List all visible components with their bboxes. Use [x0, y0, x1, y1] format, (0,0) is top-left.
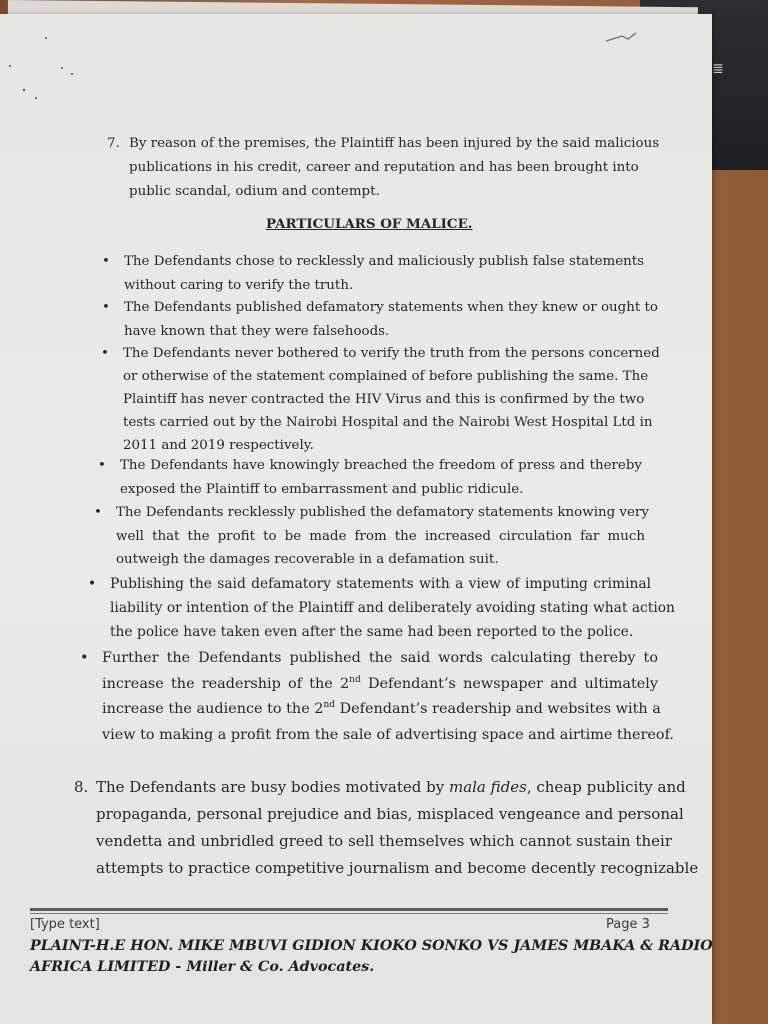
bullet-line: The Defendants recklessly published the defamatory statements knowing very [116, 505, 649, 520]
bullet-line: 2011 and 2019 respectively. [123, 438, 314, 453]
bullet-line: The Defendants never bothered to verify the truth from the persons concerned [123, 346, 660, 361]
footer-title-line: PLAINT-H.E HON. MIKE MBUVI GIDION KIOKO SONKO VS JAMES MBAKA & RADIO [30, 938, 713, 954]
bullet-item [102, 296, 658, 343]
bullet-dot-icon: • [102, 300, 110, 315]
footer-page-number: Page 3 [606, 917, 650, 932]
bullet-item [88, 572, 675, 644]
bullet-line: have known that they were falsehoods. [124, 323, 390, 339]
bullet-line: well that the profit to be made from the increased circulation far much [116, 528, 645, 544]
bullet-line: outweigh the damages recoverable in a defamation suit. [116, 552, 499, 567]
bullet-line: tests carried out by the Nairobi Hospital and the Nairobi West Hospital Ltd in [123, 415, 653, 430]
footer-type-text: [Type text] [30, 917, 100, 932]
latin-phrase: mala fides [448, 778, 527, 796]
pen-mark-icon [604, 32, 638, 44]
item-7-line: By reason of the premises, the Plaintiff has been injured by the said malicious [129, 136, 660, 151]
item-8-text: , cheap publicity and [526, 778, 686, 796]
bullet-line: The Defendants have knowingly breached the freedom of press and thereby [120, 458, 642, 473]
footer-title-line: AFRICA LIMITED - Miller & Co. Advocates. [30, 959, 375, 975]
item-8-line: vendetta and unbridled greed to sell themselves which cannot sustain their [96, 832, 672, 850]
bullet-line: Publishing the said defamatory statements with a view of imputing criminal [110, 576, 651, 592]
superscript: nd [323, 700, 336, 710]
footer-title [30, 936, 713, 978]
item-7-line: public scandal, odium and contempt. [129, 184, 380, 199]
laptop-logo-icon: ≣ [712, 61, 724, 77]
footer-rule [30, 908, 668, 911]
item-8-line: attempts to practice competitive journalism and become decently recognizable [96, 859, 699, 877]
footer-rule-thin [30, 913, 668, 914]
item-8-line: propaganda, personal prejudice and bias, misplaced vengeance and personal [96, 805, 684, 823]
item-8 [74, 774, 699, 882]
bullet-dot-icon: • [94, 505, 102, 520]
bullet-line: the police have taken even after the same had been reported to the police. [110, 624, 634, 640]
item-8-line [96, 774, 686, 801]
item-8-number: 8. [74, 778, 89, 796]
bullet-dot-icon: • [80, 650, 89, 666]
bullet-line: Plaintiff has never contracted the HIV Virus and this is confirmed by the two [123, 392, 645, 407]
item-7-line: publications in his credit, career and reputation and has been brought into [129, 160, 639, 175]
bullet-text: increase the audience to the 2 [102, 701, 324, 717]
bullet-line: Further the Defendants published the said words calculating thereby to [102, 650, 658, 666]
bullet-line [102, 672, 658, 698]
bullet-dot-icon: • [98, 458, 106, 473]
bullet-line: view to making a profit from the sale of advertising space and airtime thereof. [102, 726, 674, 743]
bullet-item [101, 342, 660, 457]
bullet-dot-icon: • [102, 254, 110, 269]
item-7-number: 7. [107, 136, 120, 151]
document-page [0, 14, 712, 1024]
bullet-text: Defendant’s readership and websites with a [335, 701, 661, 717]
bullet-item [80, 646, 674, 748]
bullet-line: The Defendants chose to recklessly and maliciously publish false statements [124, 254, 645, 269]
item-8-text: The Defendants are busy bodies motivated by [96, 778, 449, 796]
bullet-line: The Defendants published defamatory statements when they knew or ought to [124, 300, 658, 315]
bullet-text: Defendant’s newspaper and ultimately [360, 675, 658, 692]
bullet-item [94, 501, 649, 572]
bullet-dot-icon: • [101, 346, 109, 361]
bullet-item [98, 454, 642, 501]
particulars-heading: PARTICULARS OF MALICE. [266, 216, 473, 232]
bullet-line: liability or intention of the Plaintiff and deliberately avoiding stating what action [110, 600, 675, 616]
bullet-line: or otherwise of the statement complained of before publishing the same. The [123, 369, 649, 384]
item-7 [107, 132, 660, 204]
bullet-dot-icon: • [88, 576, 97, 592]
superscript: nd [349, 674, 361, 685]
bullet-line [102, 697, 661, 723]
bullet-text: increase the readership of the 2 [102, 675, 350, 692]
bullet-line: without caring to verify the truth. [124, 277, 354, 293]
bullet-line: exposed the Plaintiff to embarrassment and public ridicule. [120, 481, 524, 497]
bullet-item [102, 250, 645, 297]
